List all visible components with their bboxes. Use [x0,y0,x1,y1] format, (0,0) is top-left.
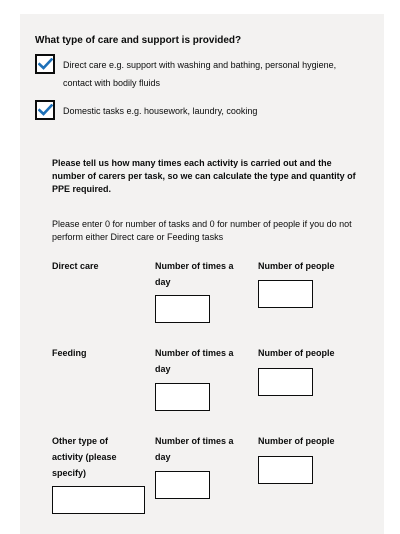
hint-text: Please enter 0 for number of tasks and 0 for number of people if you do not perform either Direct care or Feeding tasks [52,219,352,242]
direct-care-checkbox[interactable] [35,54,55,74]
other-activity-specify-input[interactable] [52,486,145,514]
direct-care-label[interactable]: Direct care e.g. support with washing and bathing, personal hygiene, contact with bodily fluids [63,60,337,88]
instruction-text: Please tell us how many times each activity is carried out and the number of carers per task, so we can calculate the type and quantity of PPE required. [52,158,356,194]
direct-care-times-label: Number of times a day [155,261,234,287]
other-times-label: Number of times a day [155,436,234,462]
direct-care-people-label: Number of people [258,261,335,271]
feeding-row-label: Feeding [52,348,87,358]
other-activity-row-label: Other type of activity (please specify) [52,436,117,478]
domestic-tasks-checkbox[interactable] [35,100,55,120]
feeding-times-label: Number of times a day [155,348,234,374]
feeding-people-label: Number of people [258,348,335,358]
checkmark-icon [38,104,53,116]
direct-care-people-input[interactable] [258,280,313,308]
care-type-question: What type of care and support is provided? [35,35,242,46]
checkmark-icon [38,58,53,70]
feeding-times-input[interactable] [155,383,210,411]
other-times-input[interactable] [155,471,210,499]
other-people-input[interactable] [258,456,313,484]
feeding-people-input[interactable] [258,368,313,396]
domestic-tasks-label[interactable]: Domestic tasks e.g. housework, laundry, cooking [63,106,258,116]
direct-care-times-input[interactable] [155,295,210,323]
other-people-label: Number of people [258,436,335,446]
direct-care-row-label: Direct care [52,261,99,271]
